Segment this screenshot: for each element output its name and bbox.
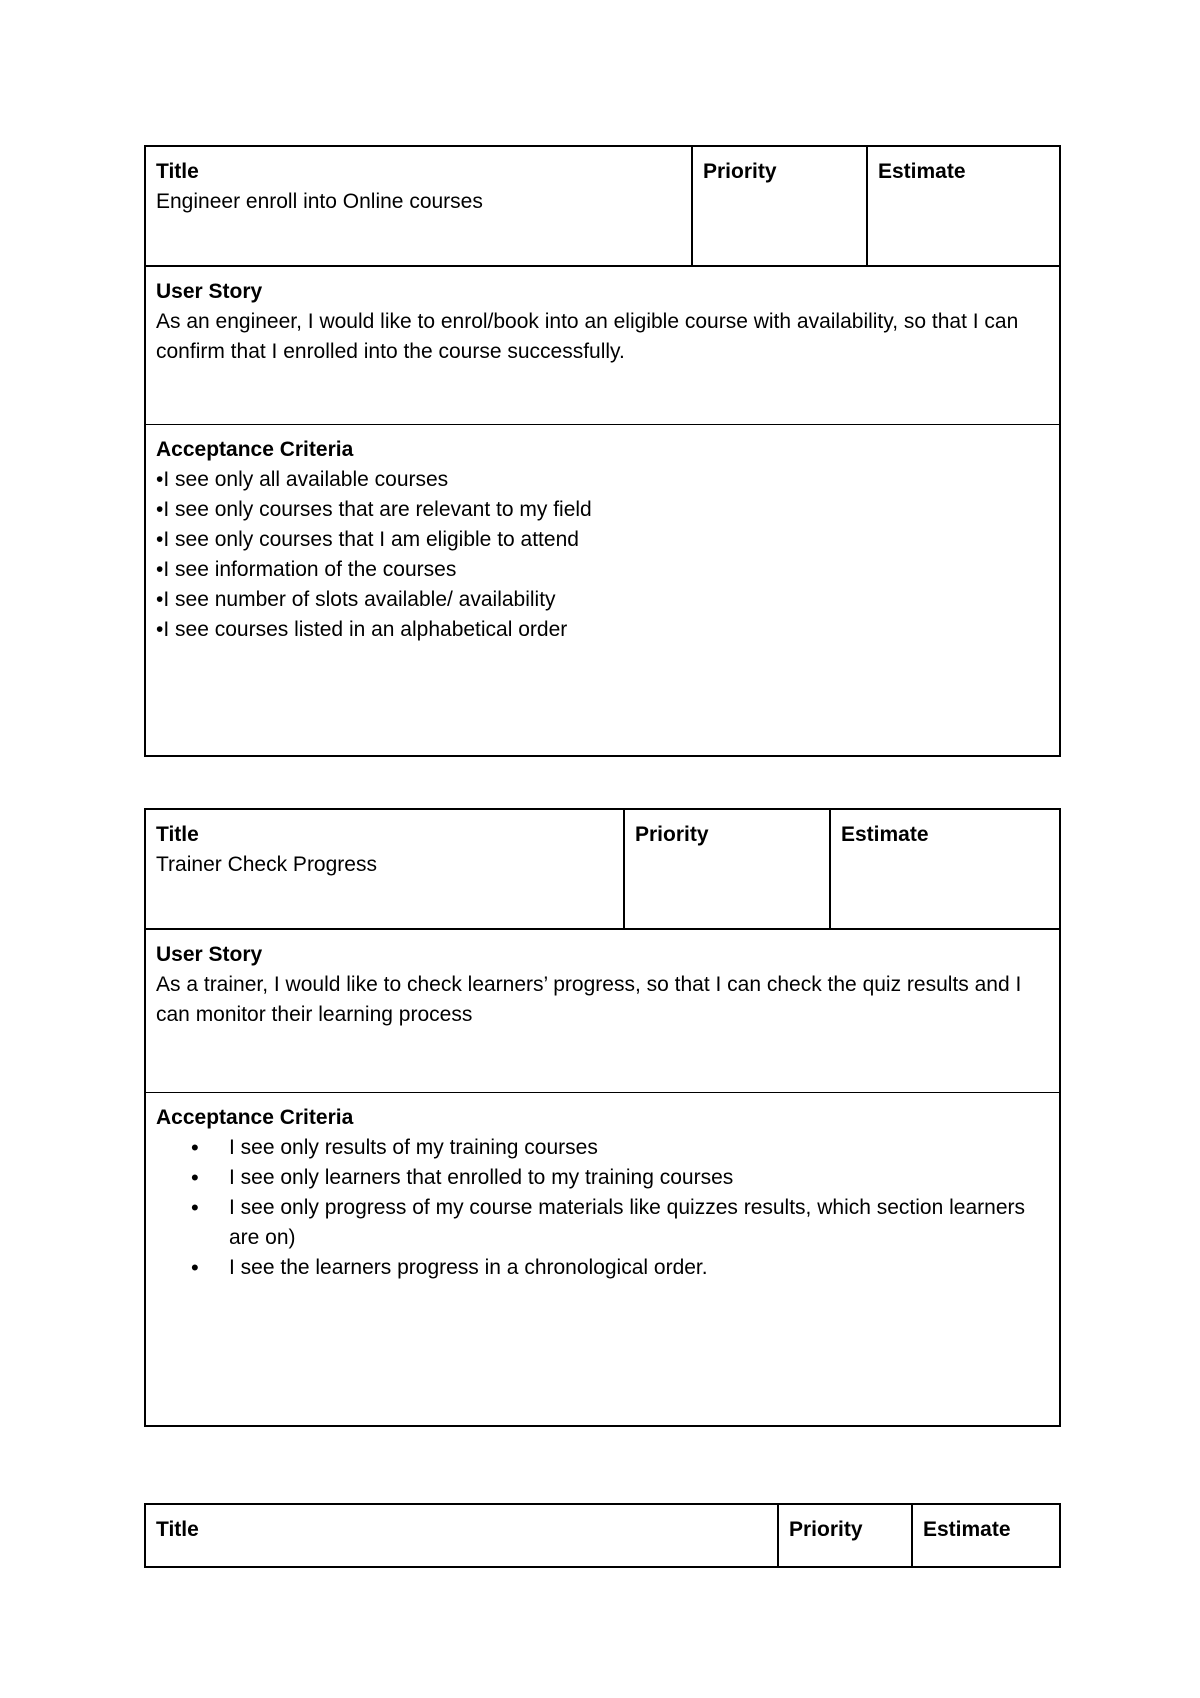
acceptance-criteria-row — [146, 424, 1059, 755]
user-story-label: User Story — [156, 280, 263, 303]
criteria-list — [156, 465, 1049, 645]
title-value: Trainer Check Progress — [156, 853, 377, 876]
acceptance-criteria-cell — [146, 425, 1059, 755]
criteria-item: •I see courses listed in an alphabetical order — [156, 618, 568, 641]
priority-cell — [623, 810, 829, 928]
estimate-cell — [911, 1505, 1059, 1566]
title-label: Title — [156, 160, 199, 183]
criteria-item: •I see only courses that I am eligible to attend — [156, 528, 579, 551]
bullet-icon: • — [191, 1165, 199, 1190]
user-story-label: User Story — [156, 943, 263, 966]
priority-label: Priority — [789, 1518, 863, 1541]
title-cell — [146, 147, 691, 265]
criteria-list — [156, 1133, 1049, 1283]
criteria-item: • I see only progress of my course materials like quizzes results, which section learners are on) — [191, 1195, 1025, 1249]
estimate-label: Estimate — [841, 823, 929, 846]
criteria-item: • I see only learners that enrolled to my training courses — [229, 1163, 1049, 1193]
title-value: Engineer enroll into Online courses — [156, 190, 483, 213]
title-label: Title — [156, 823, 199, 846]
user-story-row — [146, 265, 1059, 424]
estimate-label: Estimate — [923, 1518, 1011, 1541]
card-header-row — [146, 1505, 1059, 1566]
acceptance-criteria-row — [146, 1092, 1059, 1425]
priority-cell — [777, 1505, 911, 1566]
acceptance-criteria-cell — [146, 1093, 1059, 1425]
criteria-item: •I see only all available courses — [156, 468, 449, 491]
title-label: Title — [156, 1518, 199, 1541]
card-header-row — [146, 147, 1059, 265]
bullet-icon: • — [191, 1135, 199, 1160]
user-story-cell — [146, 930, 1059, 1092]
title-cell — [146, 810, 623, 928]
user-story-text: As a trainer, I would like to check learners’ progress, so that I can check the quiz results and I can monitor their learning process — [156, 973, 1022, 1026]
user-story-cell — [146, 267, 1059, 424]
criteria-item: •I see information of the courses — [156, 558, 457, 581]
acceptance-criteria-label: Acceptance Criteria — [156, 1106, 354, 1129]
bullet-icon: • — [191, 1195, 199, 1220]
acceptance-criteria-label: Acceptance Criteria — [156, 438, 354, 461]
user-story-card-2 — [144, 808, 1061, 1427]
estimate-cell — [829, 810, 1059, 928]
bullet-icon: • — [191, 1255, 199, 1280]
priority-label: Priority — [703, 160, 777, 183]
estimate-cell — [866, 147, 1059, 265]
criteria-item: • I see only results of my training courses — [229, 1133, 1049, 1163]
criteria-item: •I see number of slots available/ availability — [156, 588, 556, 611]
user-story-card-3 — [144, 1503, 1061, 1568]
title-cell — [146, 1505, 777, 1566]
criteria-item: •I see only courses that are relevant to my field — [156, 498, 592, 521]
card-header-row — [146, 810, 1059, 928]
user-story-text: As an engineer, I would like to enrol/book into an eligible course with availability, so that I can confirm that I enrolled into the course successfully. — [156, 310, 1019, 363]
user-story-card-1 — [144, 145, 1061, 757]
estimate-label: Estimate — [878, 160, 966, 183]
criteria-item: • I see the learners progress in a chronological order. — [229, 1253, 1049, 1283]
priority-label: Priority — [635, 823, 709, 846]
user-story-row — [146, 928, 1059, 1092]
priority-cell — [691, 147, 866, 265]
